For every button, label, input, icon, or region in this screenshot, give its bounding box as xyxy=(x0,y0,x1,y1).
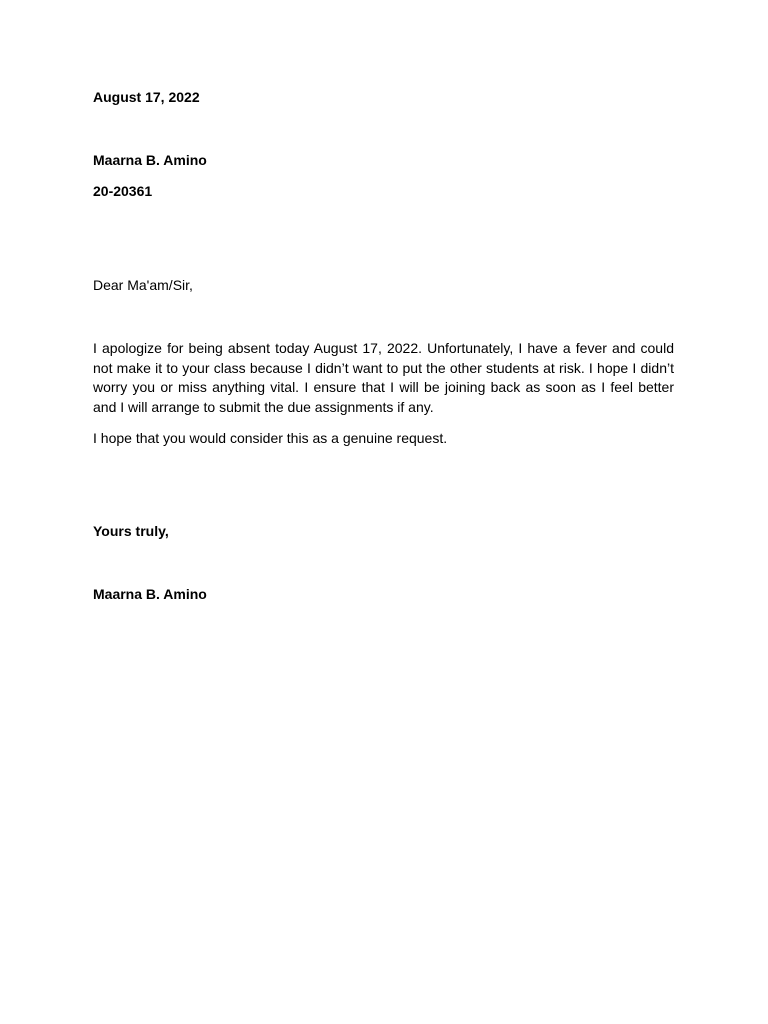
sender-name: Maarna B. Amino xyxy=(93,152,207,168)
letter-body: I apologize for being absent today August 17, 2022. Unfortunately, I have a fever and could not make it to your class because I didn’t want to put the other students at risk. I hope I didn’t worry you or miss anything vital. I ensure that I will be joining back as soon as I feel better and I will arrange to submit the due assignments if any. xyxy=(93,340,674,415)
salutation: Dear Ma'am/Sir, xyxy=(93,277,193,293)
sign-off: Yours truly, xyxy=(93,523,169,539)
signature-name: Maarna B. Amino xyxy=(93,586,207,602)
closing-line: I hope that you would consider this as a genuine request. xyxy=(93,430,448,446)
letter-date: August 17, 2022 xyxy=(93,89,200,105)
student-id: 20-20361 xyxy=(93,183,153,199)
